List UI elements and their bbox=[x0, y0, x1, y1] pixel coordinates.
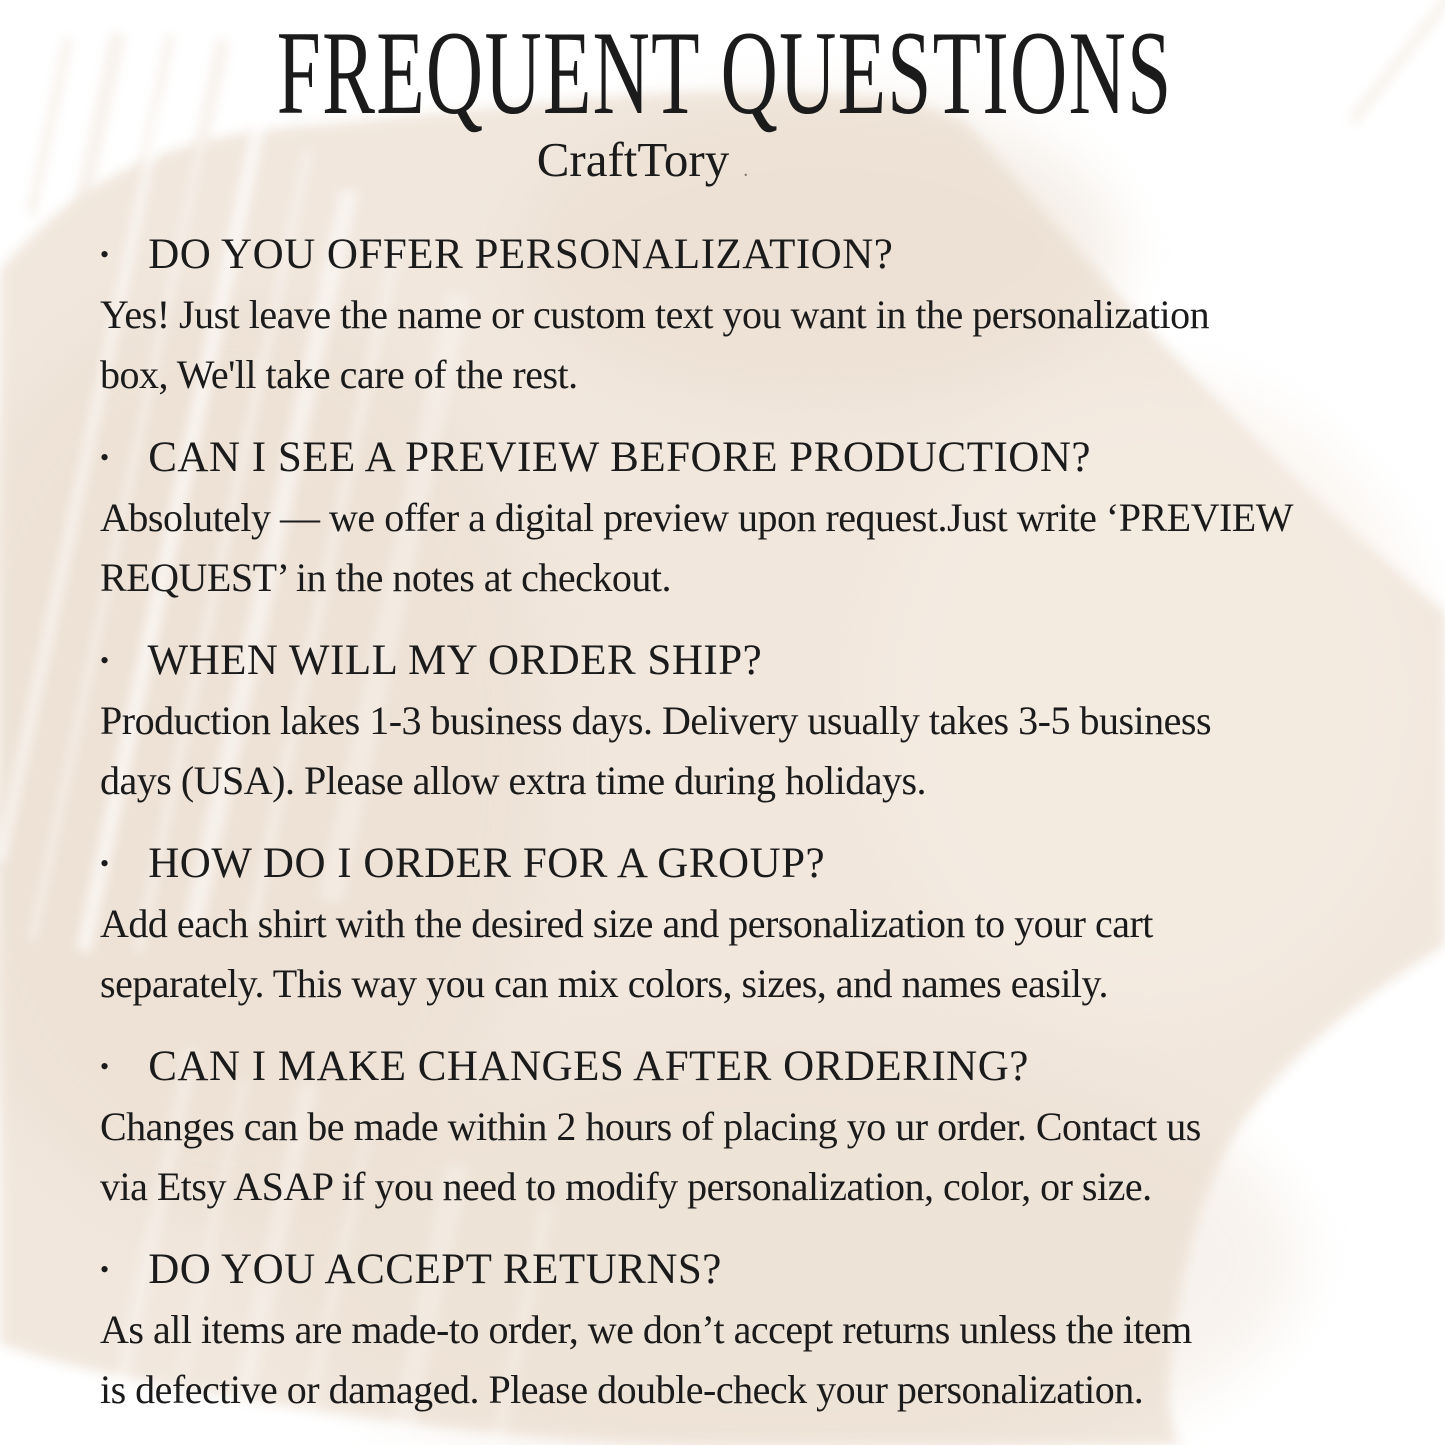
faq-answer bbox=[100, 894, 1385, 1014]
faq-question-line bbox=[100, 631, 1385, 691]
shop-name: CraftTory bbox=[536, 132, 730, 187]
bullet-icon: • bbox=[100, 443, 110, 472]
faq-question-line bbox=[100, 1037, 1385, 1097]
faq-question: DO YOU OFFER PERSONALIZATION? bbox=[148, 231, 894, 278]
faq-question-line bbox=[100, 225, 1385, 285]
bullet-icon: • bbox=[100, 646, 110, 675]
faq-item bbox=[100, 1037, 1385, 1217]
faq-list bbox=[100, 225, 1385, 1420]
faq-question-line bbox=[100, 834, 1385, 894]
shop-name-row bbox=[0, 131, 1285, 199]
bullet-icon: • bbox=[100, 849, 110, 878]
bullet-icon: • bbox=[100, 1052, 110, 1081]
faq-item bbox=[100, 834, 1385, 1014]
faq-answer bbox=[100, 285, 1385, 405]
page-title-text: FREQUENT QUESTIONS bbox=[276, 6, 1173, 139]
faq-question: WHEN WILL MY ORDER SHIP? bbox=[147, 637, 763, 684]
faq-answer-line: via Etsy ASAP if you need to modify personalization, color, or size. bbox=[100, 1164, 1152, 1209]
subtitle-dot: . bbox=[743, 159, 749, 181]
faq-answer-line: box, We'll take care of the rest. bbox=[100, 352, 578, 397]
faq-answer bbox=[100, 488, 1385, 608]
faq-answer bbox=[100, 1300, 1385, 1420]
faq-answer-line: is defective or damaged. Please double-check your personalization. bbox=[100, 1367, 1144, 1412]
faq-question: CAN I SEE A PREVIEW BEFORE PRODUCTION? bbox=[148, 434, 1091, 481]
faq-answer-line: Production lakes 1-3 business days. Delivery usually takes 3-5 business bbox=[100, 698, 1212, 743]
faq-item bbox=[100, 428, 1385, 608]
faq-item bbox=[100, 225, 1385, 405]
faq-item bbox=[100, 631, 1385, 811]
faq-answer-line: Absolutely — we offer a digital preview upon request.Just write ‘PREVIEW bbox=[100, 495, 1293, 540]
bullet-icon: • bbox=[100, 1255, 110, 1284]
faq-answer-line: separately. This way you can mix colors, sizes, and names easily. bbox=[100, 961, 1108, 1006]
faq-question: HOW DO I ORDER FOR A GROUP? bbox=[148, 840, 826, 887]
faq-question: DO YOU ACCEPT RETURNS? bbox=[148, 1246, 722, 1293]
faq-question-line bbox=[100, 1240, 1385, 1300]
faq-answer-line: Yes! Just leave the name or custom text you want in the personalization bbox=[100, 292, 1210, 337]
faq-answer-line: REQUEST’ in the notes at checkout. bbox=[100, 555, 672, 600]
page-title bbox=[100, 6, 1385, 139]
faq-answer-line: days (USA). Please allow extra time during holidays. bbox=[100, 758, 927, 803]
faq-question-line bbox=[100, 428, 1385, 488]
faq-answer-line: As all items are made-to order, we don’t accept returns unless the item bbox=[100, 1307, 1192, 1352]
faq-answer bbox=[100, 1097, 1385, 1217]
faq-answer bbox=[100, 691, 1385, 811]
faq-answer-line: Add each shirt with the desired size and personalization to your cart bbox=[100, 901, 1153, 946]
faq-answer-line: Changes can be made within 2 hours of placing yo ur order. Contact us bbox=[100, 1104, 1201, 1149]
faq-item bbox=[100, 1240, 1385, 1420]
faq-question: CAN I MAKE CHANGES AFTER ORDERING? bbox=[148, 1043, 1029, 1090]
bullet-icon: • bbox=[100, 240, 110, 269]
